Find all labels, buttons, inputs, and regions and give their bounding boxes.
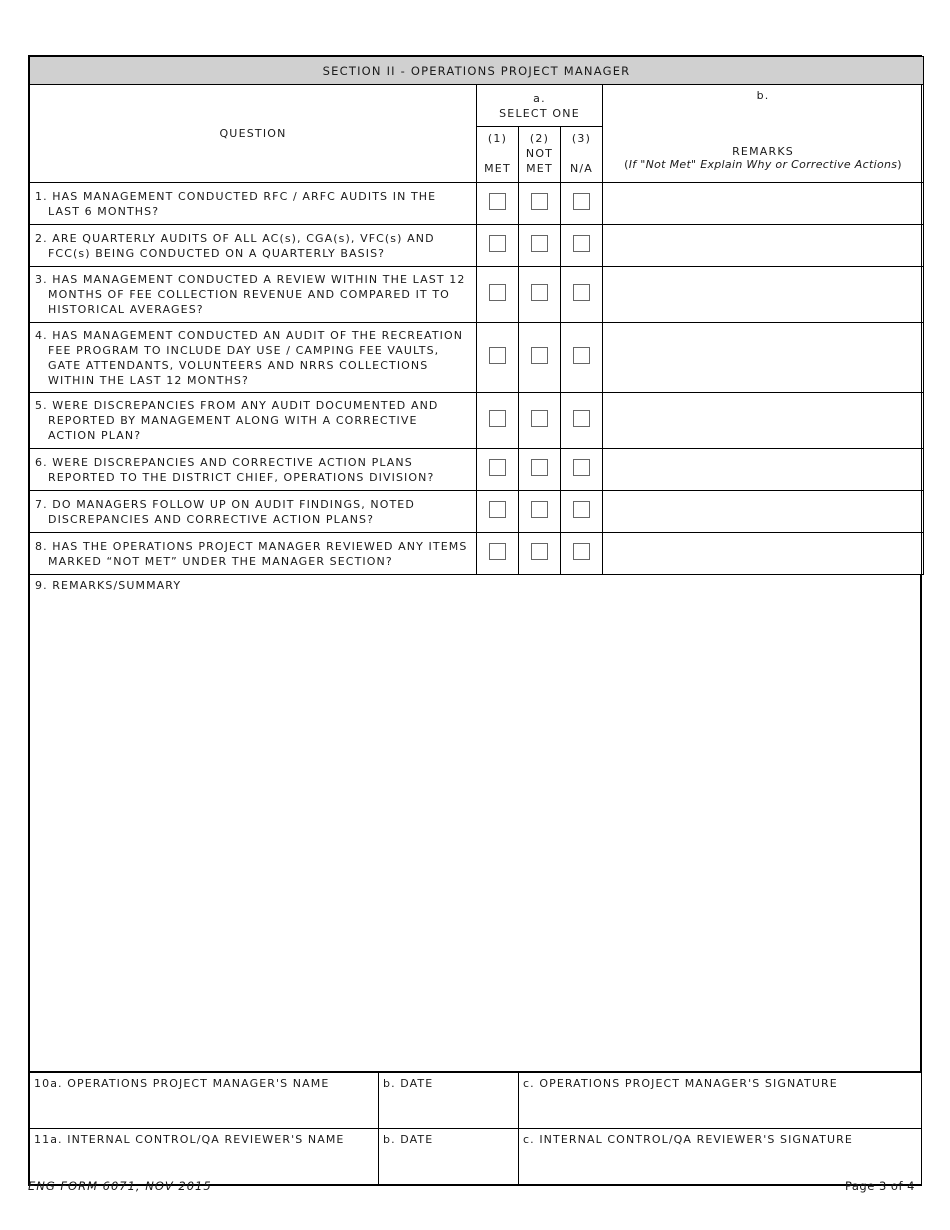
col1-label: MET [484, 162, 511, 175]
not-met-cell [519, 323, 561, 393]
not-met-checkbox[interactable] [531, 501, 548, 518]
remarks-note-text: If "Not Met" Explain Why or Corrective Actions [628, 158, 898, 171]
not-met-cell [519, 491, 561, 533]
met-cell [477, 533, 519, 575]
met-cell [477, 491, 519, 533]
question-text: 8. HAS THE OPERATIONS PROJECT MANAGER REVIEWED ANY ITEMS MARKED “NOT MET” UNDER THE MANAGER SECTION? [30, 533, 477, 575]
not-met-cell [519, 183, 561, 225]
na-checkbox[interactable] [573, 347, 590, 364]
section-title: SECTION II - OPERATIONS PROJECT MANAGER [30, 57, 924, 85]
na-checkbox[interactable] [573, 543, 590, 560]
not-met-checkbox[interactable] [531, 235, 548, 252]
pm-name-label: 10a. OPERATIONS PROJECT MANAGER'S NAME [34, 1077, 330, 1090]
met-checkbox[interactable] [489, 410, 506, 427]
question-row [30, 267, 924, 323]
na-checkbox[interactable] [573, 193, 590, 210]
na-cell [561, 533, 603, 575]
qa-name-label: 11a. INTERNAL CONTROL/QA REVIEWER'S NAME [34, 1133, 345, 1146]
na-cell [561, 183, 603, 225]
question-header: QUESTION [30, 85, 477, 183]
question-row [30, 225, 924, 267]
met-checkbox[interactable] [489, 459, 506, 476]
na-cell [561, 449, 603, 491]
na-checkbox[interactable] [573, 459, 590, 476]
met-header [477, 127, 519, 183]
na-cell [561, 323, 603, 393]
select-one-header [477, 85, 603, 127]
signature-table [29, 1072, 922, 1185]
met-checkbox[interactable] [489, 347, 506, 364]
not-met-checkbox[interactable] [531, 410, 548, 427]
remarks-field[interactable] [603, 323, 924, 393]
not-met-header [519, 127, 561, 183]
remarks-field[interactable] [603, 225, 924, 267]
question-text: 6. WERE DISCREPANCIES AND CORRECTIVE ACTION PLANS REPORTED TO THE DISTRICT CHIEF, OPERATIONS DIVISION? [30, 449, 477, 491]
not-met-checkbox[interactable] [531, 284, 548, 301]
qa-date-field[interactable] [379, 1129, 519, 1185]
select-one-label: SELECT ONE [499, 106, 580, 120]
qa-name-field[interactable] [30, 1129, 379, 1185]
met-checkbox[interactable] [489, 501, 506, 518]
remarks-summary-field[interactable] [30, 575, 921, 1072]
pm-name-field[interactable] [30, 1073, 379, 1129]
pm-signature-label: c. OPERATIONS PROJECT MANAGER'S SIGNATURE [523, 1077, 838, 1090]
question-text: 7. DO MANAGERS FOLLOW UP ON AUDIT FINDINGS, NOTED DISCREPANCIES AND CORRECTIVE ACTION PLANS? [30, 491, 477, 533]
na-checkbox[interactable] [573, 235, 590, 252]
question-row [30, 183, 924, 225]
not-met-cell [519, 267, 561, 323]
pm-date-field[interactable] [379, 1073, 519, 1129]
na-cell [561, 267, 603, 323]
met-cell [477, 183, 519, 225]
remarks-summary-table [29, 575, 921, 1072]
not-met-cell [519, 533, 561, 575]
met-checkbox[interactable] [489, 543, 506, 560]
not-met-cell [519, 449, 561, 491]
not-met-checkbox[interactable] [531, 459, 548, 476]
remarks-field[interactable] [603, 491, 924, 533]
remarks-field[interactable] [603, 183, 924, 225]
pm-date-label: b. DATE [383, 1077, 434, 1090]
na-header [561, 127, 603, 183]
form-id: ENG FORM 6071, NOV 2015 [28, 1179, 212, 1193]
not-met-checkbox[interactable] [531, 347, 548, 364]
remarks-field[interactable] [603, 533, 924, 575]
col2-num: (2) [529, 132, 550, 145]
col1-num: (1) [487, 132, 508, 145]
na-checkbox[interactable] [573, 284, 590, 301]
question-row [30, 533, 924, 575]
met-cell [477, 323, 519, 393]
question-row [30, 323, 924, 393]
col2-label-2: MET [526, 162, 553, 175]
question-text: 3. HAS MANAGEMENT CONDUCTED A REVIEW WITHIN THE LAST 12 MONTHS OF FEE COLLECTION REVENUE AND COMPARED IT TO HISTORICAL AVERAGES? [30, 267, 477, 323]
not-met-cell [519, 393, 561, 449]
remarks-field[interactable] [603, 267, 924, 323]
question-row [30, 393, 924, 449]
met-cell [477, 225, 519, 267]
note-close: ) [897, 158, 902, 171]
met-checkbox[interactable] [489, 235, 506, 252]
pm-signature-field[interactable] [519, 1073, 922, 1129]
a-letter: a. [533, 91, 546, 105]
remarks-label: REMARKS [732, 145, 794, 158]
question-row [30, 491, 924, 533]
remarks-field[interactable] [603, 393, 924, 449]
col3-num: (3) [571, 132, 592, 145]
na-cell [561, 491, 603, 533]
qa-date-label: b. DATE [383, 1133, 434, 1146]
question-text: 5. WERE DISCREPANCIES FROM ANY AUDIT DOCUMENTED AND REPORTED BY MANAGEMENT ALONG WITH A CORRECTIVE ACTION PLAN? [30, 393, 477, 449]
remarks-note [603, 158, 923, 171]
met-cell [477, 449, 519, 491]
qa-signature-field[interactable] [519, 1129, 922, 1185]
col3-label: N/A [569, 162, 594, 175]
met-checkbox[interactable] [489, 284, 506, 301]
question-text: 2. ARE QUARTERLY AUDITS OF ALL AC(s), CGA(s), VFC(s) AND FCC(s) BEING CONDUCTED ON A QUARTERLY BASIS? [30, 225, 477, 267]
question-text: 4. HAS MANAGEMENT CONDUCTED AN AUDIT OF THE RECREATION FEE PROGRAM TO INCLUDE DAY USE / CAMPING FEE VAULTS, GATE ATTENDANTS, VOLUNTEERS AND NRRS COLLECTIONS WITHIN THE LAST 12 MONTHS? [30, 323, 477, 393]
page-number: Page 3 of 4 [844, 1179, 915, 1193]
qa-signature-label: c. INTERNAL CONTROL/QA REVIEWER'S SIGNATURE [523, 1133, 853, 1146]
question-row [30, 449, 924, 491]
remarks-header [603, 85, 924, 183]
note-open: ( [624, 158, 629, 171]
met-checkbox[interactable] [489, 193, 506, 210]
questions-table [29, 56, 924, 575]
na-checkbox[interactable] [573, 410, 590, 427]
question-text: 1. HAS MANAGEMENT CONDUCTED RFC / ARFC AUDITS IN THE LAST 6 MONTHS? [30, 183, 477, 225]
met-cell [477, 267, 519, 323]
not-met-checkbox[interactable] [531, 543, 548, 560]
not-met-cell [519, 225, 561, 267]
not-met-checkbox[interactable] [531, 193, 548, 210]
na-cell [561, 225, 603, 267]
remarks-summary-label: 9. REMARKS/SUMMARY [35, 579, 182, 592]
b-letter: b. [756, 89, 770, 102]
met-cell [477, 393, 519, 449]
remarks-field[interactable] [603, 449, 924, 491]
na-cell [561, 393, 603, 449]
form-section-ii [28, 55, 922, 1186]
col2-label-1: NOT [525, 147, 554, 160]
na-checkbox[interactable] [573, 501, 590, 518]
